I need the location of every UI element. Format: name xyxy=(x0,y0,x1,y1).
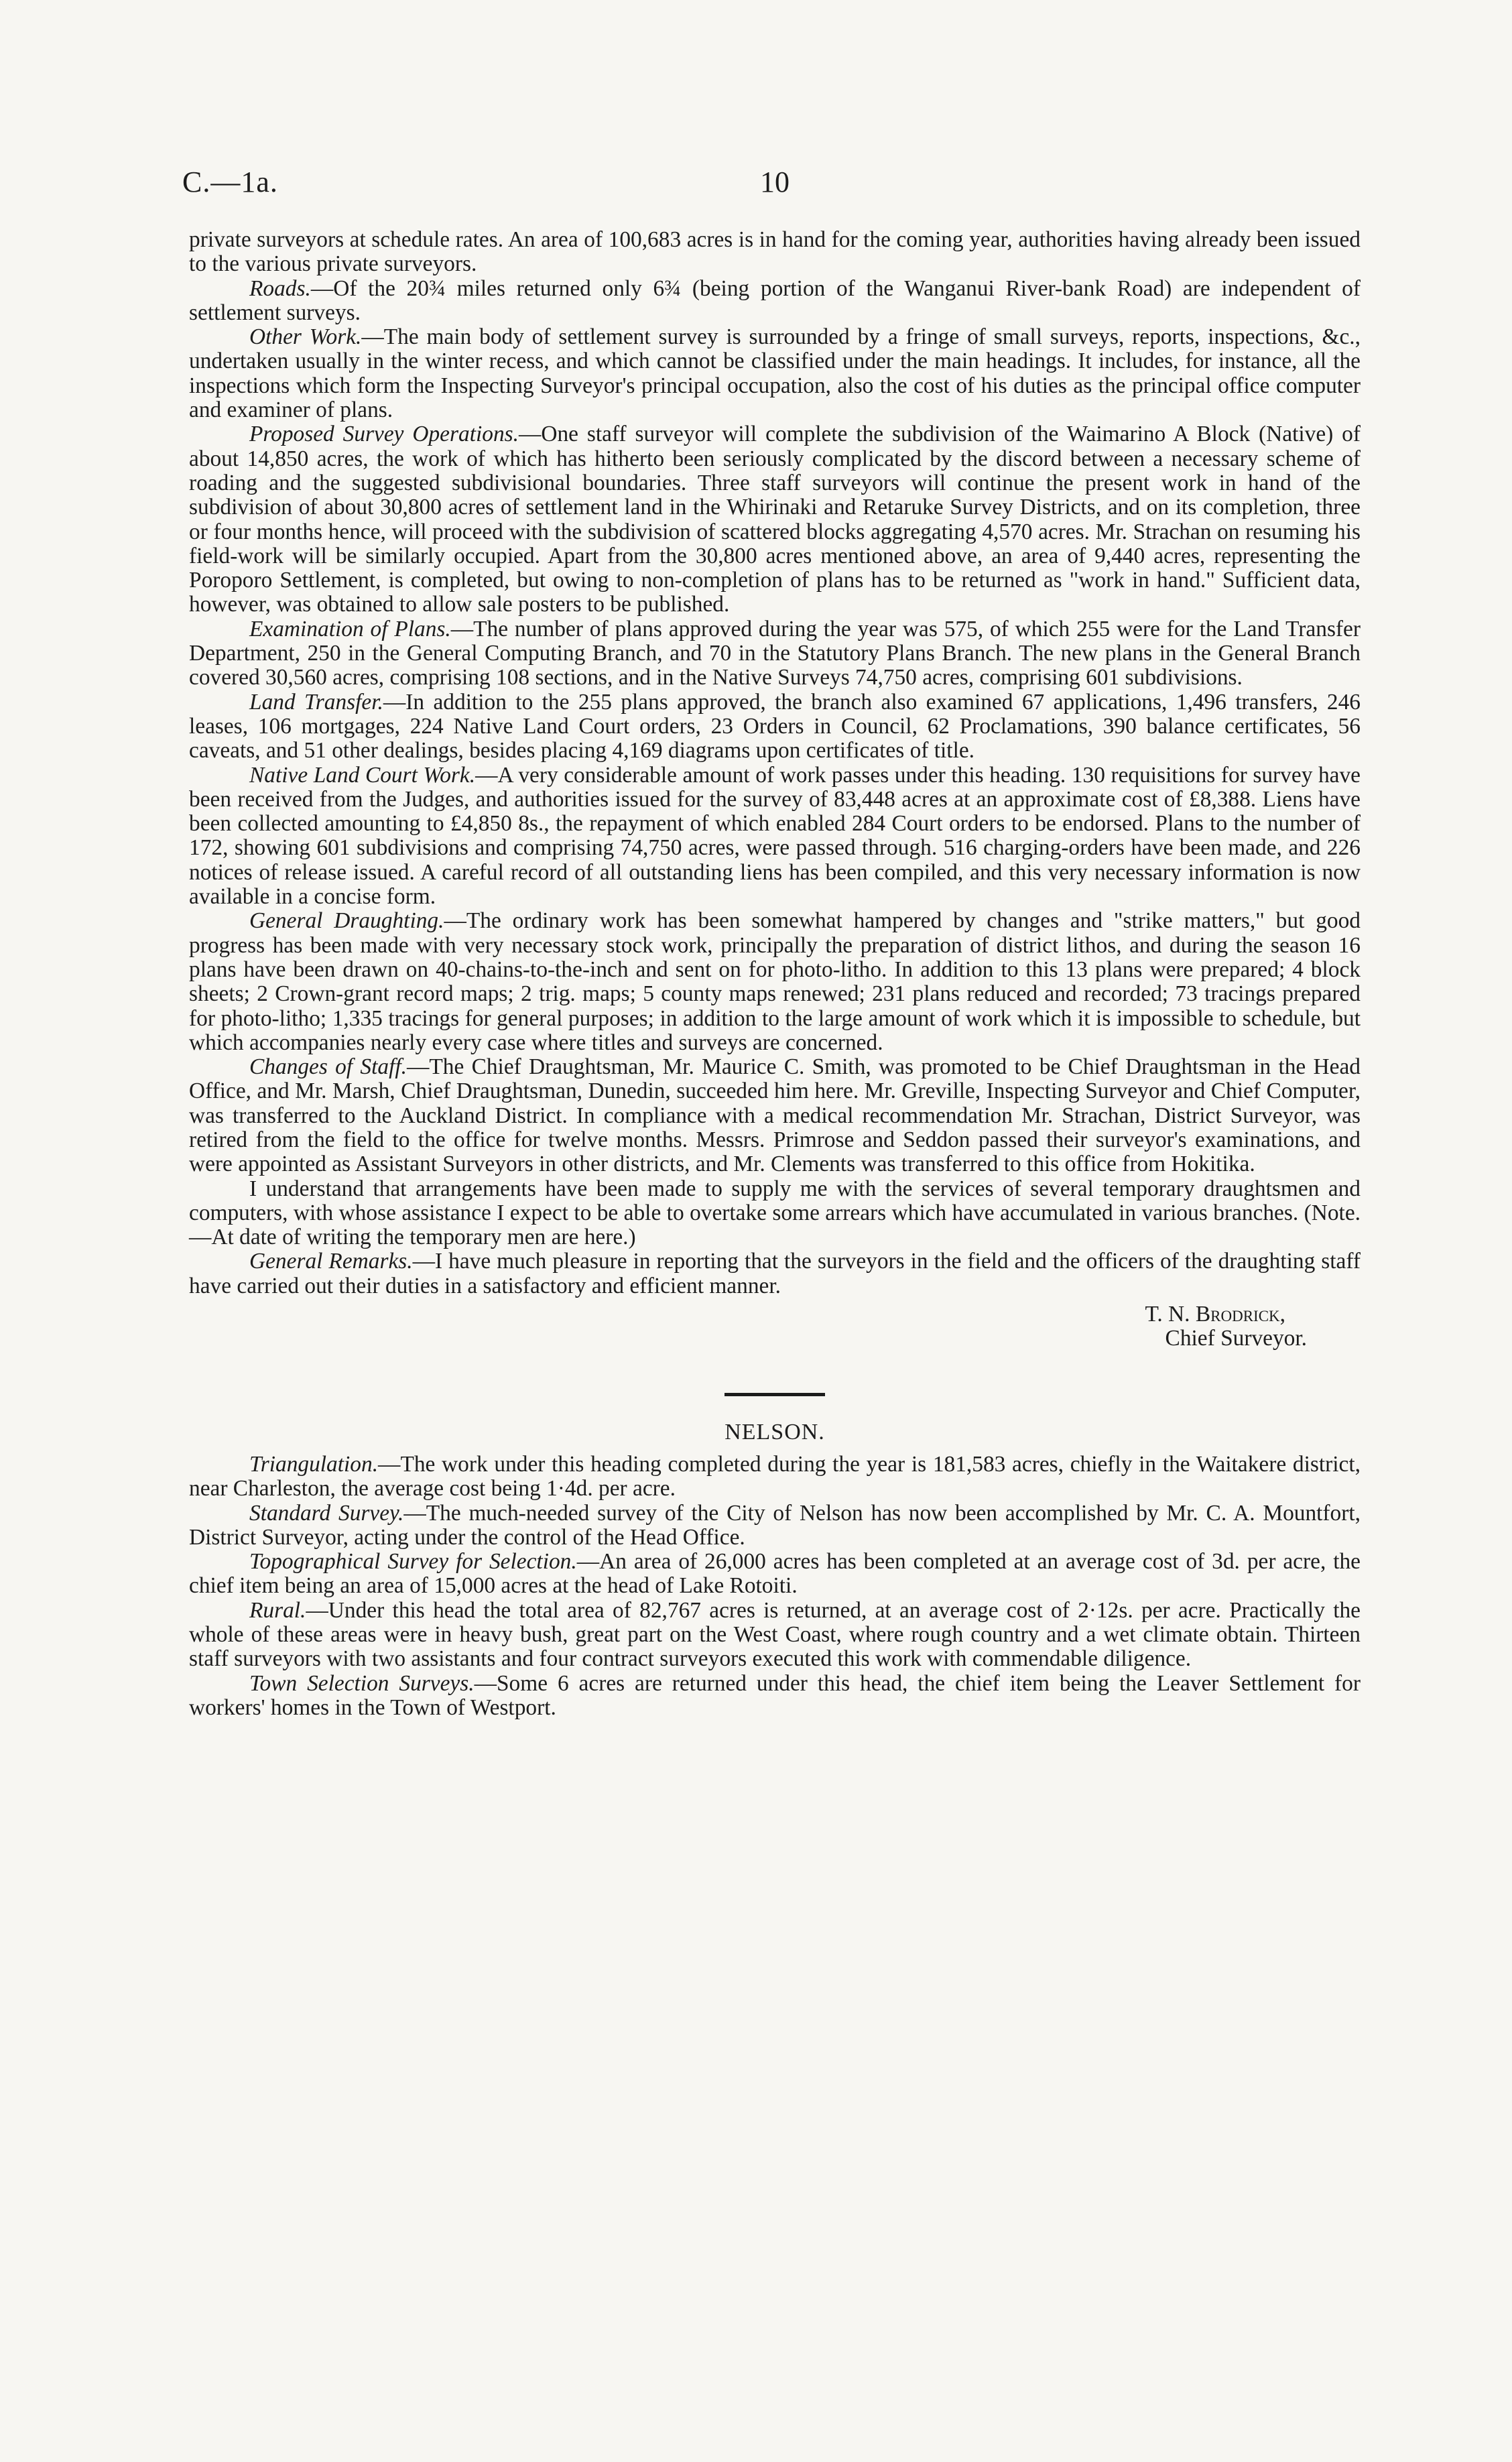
signatory-title: Chief Surveyor. xyxy=(1165,1326,1307,1351)
paragraph-heading: Standard Survey. xyxy=(249,1500,404,1526)
paragraph: Rural.—Under this head the total area of 82,767 acres is returned, at an average cost of 2·12s. per acre. Practically the whole of these areas were in heavy bush, great part on the West Coast, where rough country and a wet climate obtain. Thirteen staff surveyors with two assistants and four contract surveyors executed this work with commendable diligence. xyxy=(189,1597,1361,1672)
page-number: 10 xyxy=(760,166,790,198)
paragraph: Topographical Survey for Selection.—An area of 26,000 acres has been completed at an average cost of 3d. per acre, the chief item being an area of 15,000 acres at the head of Lake Rotoiti. xyxy=(189,1549,1361,1599)
paragraph: Examination of Plans.—The number of plans approved during the year was 575, of which 255 were for the Land Transfer Department, 250 in the General Computing Branch, and 70 in the Statutory Plans Branch. The new plans in the General Branch covered 30,560 acres, comprising 108 sections, and in the Native Surveys 74,750 acres, comprising 601 subdivisions. xyxy=(189,616,1361,690)
paragraph-heading: Other Work. xyxy=(249,324,362,350)
paragraph-heading: General Remarks. xyxy=(249,1249,413,1274)
paragraph: Proposed Survey Operations.—One staff surveyor will complete the subdivision of the Waimarino A Block (Native) of about 14,850 acres, the work of which has hitherto been seriously complicated by the discord between a necessary scheme of roading and the suggested subdivisional boundaries. Three staff surveyors will continue the present work in hand of the subdivision of about 30,800 acres of settlement land in the Whirinaki and Retaruke Survey Districts, and on its completion, three or four months hence, will proceed with the subdivision of scattered blocks aggregating 4,570 acres. Mr. Strachan on resuming his field-work will be similarly occupied. Apart from the 30,800 acres mentioned above, an area of 9,440 acres, representing the Poroporo Settlement, is completed, but owing to non-completion of plans has to be returned as "work in hand." Sufficient data, however, was obtained to allow sale posters to be published. xyxy=(189,422,1361,617)
section-title: NELSON. xyxy=(724,1419,825,1444)
paragraph: Other Work.—The main body of settlement survey is surrounded by a fringe of small surveys, reports, inspections, &c., undertaken usually in the winter recess, and which cannot be classified under the main headings. It includes, for instance, all the inspections which form the Inspecting Surveyor's principal occupation, also the cost of his duties as the principal office computer and examiner of plans. xyxy=(189,324,1361,423)
paragraph: I understand that arrangements have been made to supply me with the services of several temporary draughtsmen and computers, with whose assistance I expect to be able to overtake some arrears which have accumulated in various branches. (Note.—At date of writing the temporary men are here.) xyxy=(189,1176,1361,1250)
paragraph: private surveyors at schedule rates. An area of 100,683 acres is in hand for the coming year, authorities having already been issued to the various private surveyors. xyxy=(189,227,1361,277)
paragraph-heading: Rural. xyxy=(249,1597,306,1623)
paragraph-heading: Changes of Staff. xyxy=(249,1054,407,1080)
paragraph-heading: Roads. xyxy=(249,275,311,301)
paragraph: Triangulation.—The work under this heading completed during the year is 181,583 acres, chiefly in the Waitakere district, near Charleston, the average cost being 1·4d. per acre. xyxy=(189,1451,1361,1501)
signatory-name: T. N. Brodrick, xyxy=(1145,1302,1285,1327)
section-divider xyxy=(724,1393,825,1396)
paragraph-heading: Land Transfer. xyxy=(249,689,383,715)
paragraph: Changes of Staff.—The Chief Draughtsman, Mr. Maurice C. Smith, was promoted to be Chief Draughtsman in the Head Office, and Mr. Marsh, Chief Draughtsman, Dunedin, succeeded him here. Mr. Greville, Inspecting Surveyor and Chief Computer, was transferred to the Auckland District. In compliance with a medical recommendation Mr. Strachan, District Surveyor, was retired from the field to the office for twelve months. Messrs. Primrose and Seddon passed their surveyor's examinations, and were appointed as Assistant Surveyors in other districts, and Mr. Clements was transferred to this office from Hokitika. xyxy=(189,1054,1361,1177)
paragraph: General Remarks.—I have much pleasure in reporting that the surveyors in the field and the officers of the draughting staff have carried out their duties in a satisfactory and efficient manner. xyxy=(189,1249,1361,1298)
paragraph-heading: Triangulation. xyxy=(249,1451,379,1477)
paragraph-heading: Topographical Survey for Selection. xyxy=(249,1549,577,1575)
paragraph-heading: Examination of Plans. xyxy=(249,616,451,641)
document-body xyxy=(189,228,1361,1720)
paragraph-heading: Native Land Court Work. xyxy=(249,762,476,788)
paragraph: Standard Survey.—The much-needed survey of the City of Nelson has now been accomplished by Mr. C. A. Mountfort, District Surveyor, acting under the control of the Head Office. xyxy=(189,1500,1361,1550)
paragraph: General Draughting.—The ordinary work has been somewhat hampered by changes and "strike matters," but good progress has been made with very necessary stock work, principally the preparation of district lithos, and during the season 16 plans have been drawn on 40-chains-to-the-inch and sent on for photo-litho. In addition to this 13 plans were prepared; 4 block sheets; 2 Crown-grant record maps; 2 trig. maps; 5 county maps renewed; 231 plans reduced and recorded; 73 tracings prepared for photo-litho; 1,335 tracings for general purposes; in addition to the large amount of work which it is impossible to schedule, but which accompanies nearly every case where titles and surveys are concerned. xyxy=(189,908,1361,1055)
paragraph: Land Transfer.—In addition to the 255 plans approved, the branch also examined 67 applications, 1,496 transfers, 246 leases, 106 mortgages, 224 Native Land Court orders, 23 Orders in Council, 62 Proclamations, 390 balance certificates, 56 caveats, and 51 other dealings, besides placing 4,169 diagrams upon certificates of title. xyxy=(189,689,1361,763)
signature-block xyxy=(189,1302,1361,1351)
page-header xyxy=(182,165,1362,205)
paragraph: Roads.—Of the 20¾ miles returned only 6¾ (being portion of the Wanganui River-bank Road) are independent of settlement surveys. xyxy=(189,275,1361,325)
paragraph-heading: Proposed Survey Operations. xyxy=(249,422,519,447)
paragraph: Native Land Court Work.—A very considerable amount of work passes under this heading. 130 requisitions for survey have been received from the Judges, and authorities issued for the survey of 83,448 acres at an approximate cost of £8,388. Liens have been collected amounting to £4,850 8s., the repayment of which enabled 284 Court orders to be endorsed. Plans to the number of 172, showing 601 subdivisions and comprising 74,750 acres, were passed through. 516 charging-orders have been made, and 226 notices of release issued. A careful record of all outstanding liens has been compiled, and this very necessary information is now available in a concise form. xyxy=(189,762,1361,910)
paragraph-heading: General Draughting. xyxy=(249,908,444,934)
paragraph: Town Selection Surveys.—Some 6 acres are returned under this head, the chief item being the Leaver Settlement for workers' homes in the Town of Westport. xyxy=(189,1670,1361,1720)
document-reference: C.—1a. xyxy=(182,166,278,198)
paragraph-heading: Town Selection Surveys. xyxy=(249,1670,475,1696)
